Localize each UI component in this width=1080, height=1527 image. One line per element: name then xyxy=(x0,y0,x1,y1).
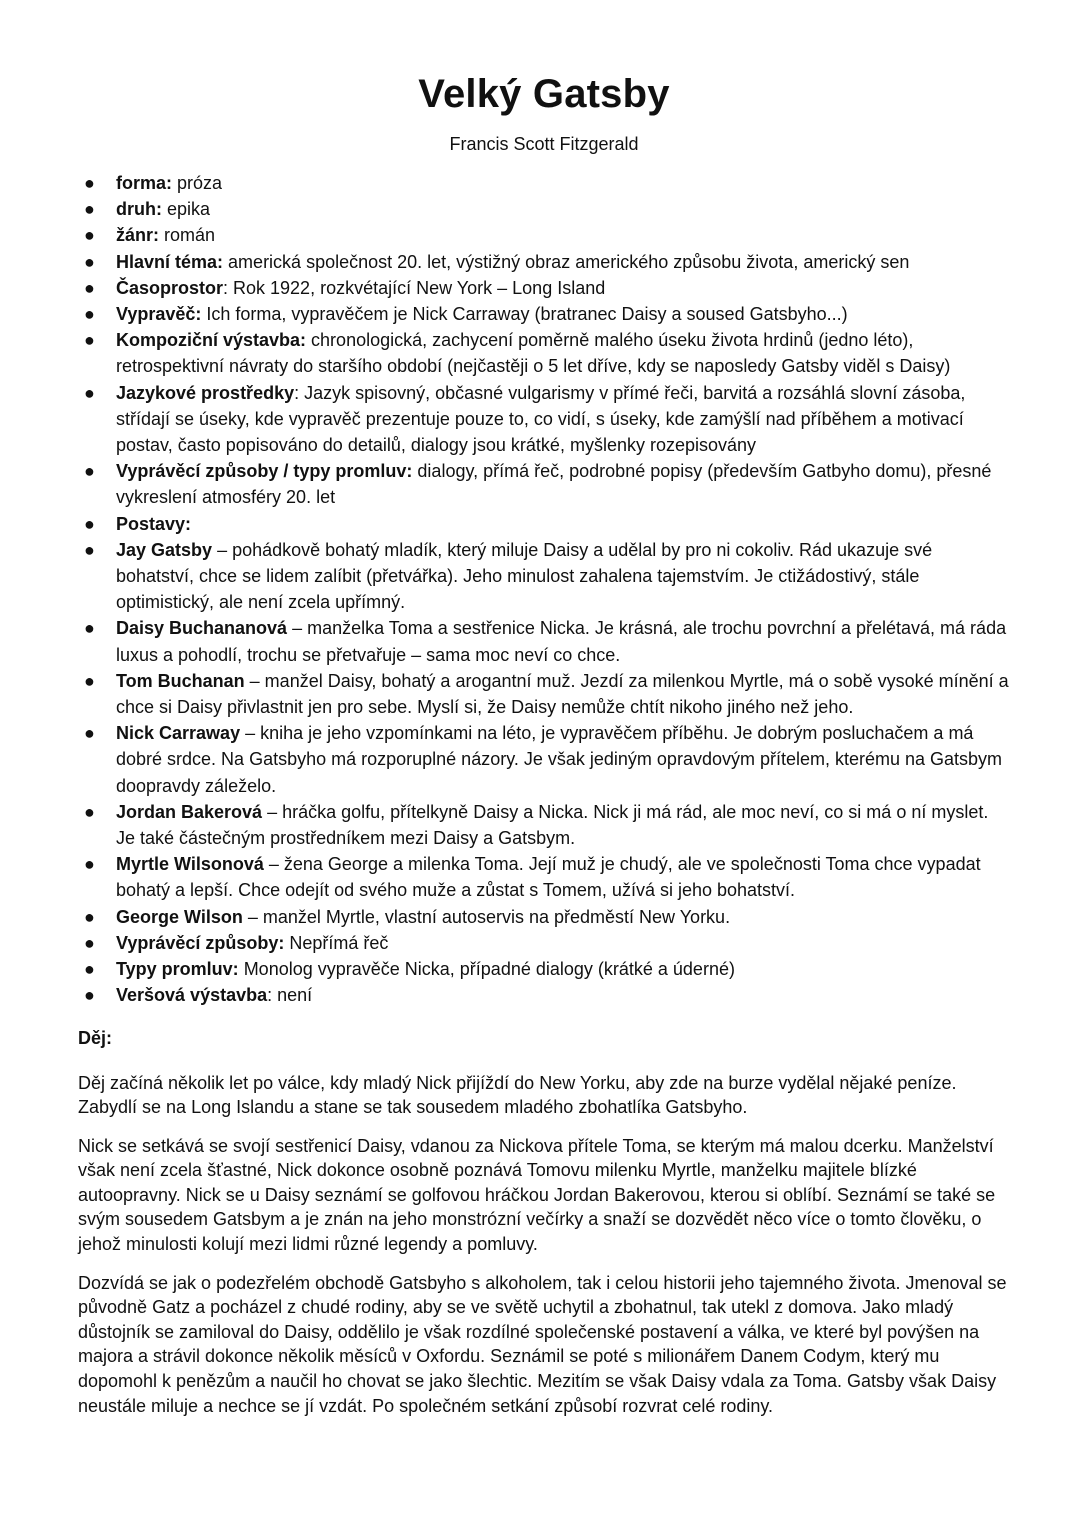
list-item xyxy=(78,275,1010,301)
item-label: forma: xyxy=(116,173,173,193)
item-text: – pohádkově bohatý mladík, který miluje Daisy a udělal by pro ni cokoliv. Rád ukazuje své bohatství, chce se lidem zalíbit (přetvářka). Jeho minulost zahalena tajemstvím. Je ctižádostivý, stále optimistický, ale není zcela upřímný. xyxy=(116,539,933,613)
page-title: Velký Gatsby xyxy=(418,72,670,116)
list-item xyxy=(78,249,1010,275)
item-label: Jazykové prostředky xyxy=(116,382,295,403)
list-item xyxy=(78,956,1010,982)
item-text: : není xyxy=(267,985,313,1006)
bullet-icon: ● xyxy=(84,906,95,927)
item-label: Tom Buchanan xyxy=(116,670,245,691)
list-item xyxy=(78,668,1010,720)
plot-paragraph: Dozvídá se jak o podezřelém obchodě Gatsbyho s alkoholem, tak i celou historii jeho tajemného života. Jmenoval se původně Gatz a pocházel z chudé rodiny, aby se ve světě uchytil a zbohatnul, tak utekl z domova. Jako mladý důstojník se zamiloval do Daisy, oddělilo je však rozdílné společenské postavení a válka, ve které byl povýšen na majora a strávil dokonce několik měsíců v Oxfordu. Seznámil se poté s milionářem Danem Codym, který mu dopomohl k penězům a naučil ho chovat se jako šlechtic. Mezitím se však Daisy vdala za Toma. Gatsby však Daisy neustále miluje a nechce se jí vzdát. Po společném setkání způsobí rozvrat celé rodiny. xyxy=(78,1272,1007,1416)
item-text: – manželka Toma a sestřenice Nicka. Je krásná, ale trochu povrchní a přelétavá, má ráda luxus a pohodlí, trochu se přetvařuje – sama moc neví co chce. xyxy=(116,618,1007,665)
item-label: Vyprávěcí způsoby: xyxy=(116,932,285,953)
bullet-icon: ● xyxy=(84,173,95,193)
list-item xyxy=(78,930,1010,956)
bullet-icon: ● xyxy=(84,461,95,482)
list-item xyxy=(78,615,1010,667)
item-label: Jordan Bakerová xyxy=(116,801,263,822)
plot-paragraph: Nick se setkává se svojí sestřenicí Daisy, vdanou za Nickova přítele Toma, se kterým má malou dcerku. Manželství však není zcela šťastné, Nick dokonce osobně poznává Tomovu milenku Myrtle, manželku majitele blízké autoopravny. Nick se u Daisy seznámí se golfovou hráčkou Jordan Bakerovou, kterou si oblíbí. Seznámí se také se svým sousedem Gatsbym a je znán na jeho monstrózní večírky a snaží se dozvědět něco více o tomto člověku, o jehož minulosti kolují mezi lidmi různé legendy a pomluvy. xyxy=(78,1135,996,1255)
bullet-icon: ● xyxy=(84,513,95,534)
list-item xyxy=(78,170,1010,196)
item-text: Ich forma, vypravěčem je Nick Carraway (bratranec Daisy a soused Gatsbyho...) xyxy=(201,304,848,325)
item-text: – žena George a milenka Toma. Její muž je chudý, ale ve společnosti Toma chce vypadat bohatý a lepší. Chce odejít od svého muže a zůstat s Tomem, užívá si jeho bohatství. xyxy=(116,854,981,901)
item-text: dialogy, přímá řeč, podrobné popisy (především Gatbyho domu), přesné vykreslení atmosféry 20. let xyxy=(116,461,992,508)
item-label: George Wilson xyxy=(116,906,243,927)
item-label: Hlavní téma: xyxy=(116,251,224,272)
author-name: Francis Scott Fitzgerald xyxy=(449,134,639,154)
bullet-icon: ● xyxy=(84,539,95,560)
item-text: Monolog vypravěče Nicka, případné dialogy (krátké a úderné) xyxy=(238,959,735,980)
list-item xyxy=(78,222,1010,248)
bullet-icon: ● xyxy=(84,251,95,272)
item-label: Veršová výstavba xyxy=(116,985,268,1006)
item-label: Vypravěč: xyxy=(116,304,202,325)
item-text: – hráčka golfu, přítelkyně Daisy a Nicka. Nick ji má rád, ale moc neví, co si má o ní myslet. Je také částečným prostředníkem mezi Daisy a Gatsbym. xyxy=(116,801,989,849)
item-label: Postavy: xyxy=(116,513,192,534)
item-label: Jay Gatsby xyxy=(116,539,213,560)
bullet-icon: ● xyxy=(84,985,95,1006)
bullet-icon: ● xyxy=(84,382,95,403)
item-text: Nepřímá řeč xyxy=(284,932,389,953)
bullet-icon: ● xyxy=(84,670,95,691)
item-label: Myrtle Wilsonová xyxy=(116,854,264,875)
item-label: žánr: xyxy=(116,225,160,246)
bullet-icon: ● xyxy=(84,199,95,220)
item-text: chronologická, zachycení poměrně malého úseku života hrdinů (jedno léto), retrospektivní návraty do staršího období (nejčastěji o 5 let dříve, kdy se naposledy Gatsby viděl s Daisy) xyxy=(116,330,951,377)
item-text: – kniha je jeho vzpomínkami na léto, je vypravěčem příběhu. Je dobrým posluchačem a má dobré srdce. Na Gatsbyho má rozporuplné názory. Je však jediným opravdovým přítelem, kterému na Gatsbym doopravdy záleželo. xyxy=(116,723,1003,796)
item-label: Nick Carraway xyxy=(116,723,241,744)
item-label: Typy promluv: xyxy=(116,959,239,980)
item-text: román xyxy=(159,225,216,246)
bullet-icon: ● xyxy=(84,618,95,639)
list-item xyxy=(78,904,1010,930)
bullet-icon: ● xyxy=(84,330,95,351)
bullet-icon: ● xyxy=(84,304,95,325)
item-text: : Jazyk spisovný, občasné vulgarismy v přímé řeči, barvitá a rozsáhlá slovní zásoba, střídají se úseky, kde vypravěč prezentuje pouze to, co vidí, s úseky, kde zamýšlí nad příběhem a motivací postav, často popisováno do detailů, dialogy jsou krátké, myšlenky rozepisovány xyxy=(116,382,966,456)
item-text: : Rok 1922, rozkvétající New York – Long Island xyxy=(223,277,606,298)
item-text: próza xyxy=(172,173,223,193)
item-label: Vyprávěcí způsoby / typy promluv: xyxy=(116,461,413,482)
list-item xyxy=(78,720,1010,799)
item-label: Daisy Buchananová xyxy=(116,618,288,639)
list-item xyxy=(78,851,1010,903)
item-text: – manžel Myrtle, vlastní autoservis na předměstí New Yorku. xyxy=(242,906,731,927)
bullet-icon: ● xyxy=(84,225,95,246)
bullet-icon: ● xyxy=(84,959,95,980)
item-text: americká společnost 20. let, výstižný obraz amerického způsobu života, americký sen xyxy=(223,251,910,272)
list-item xyxy=(78,196,1010,222)
item-label: druh: xyxy=(116,199,162,220)
bullet-icon: ● xyxy=(84,723,95,744)
list-item xyxy=(78,301,1010,327)
info-list xyxy=(78,170,1010,1009)
item-text: epika xyxy=(161,199,211,220)
list-item xyxy=(78,982,1010,1008)
bullet-icon: ● xyxy=(84,932,95,953)
plot-heading: Děj: xyxy=(78,1027,113,1048)
bullet-icon: ● xyxy=(84,277,95,298)
list-item xyxy=(78,799,1010,851)
item-label: Kompoziční výstavba: xyxy=(116,330,307,351)
list-item xyxy=(78,327,1010,379)
item-text: – manžel Daisy, bohatý a arogantní muž. Jezdí za milenkou Myrtle, má o sobě vysoké mínění a chce si Daisy přivlastnit jen pro sebe. Myslí si, že Daisy nemůže chtít nikoho jiného než jeho. xyxy=(116,670,1009,718)
item-label: Časoprostor xyxy=(116,277,224,298)
list-item xyxy=(78,458,1010,510)
plot-paragraph: Děj začíná několik let po válce, kdy mladý Nick přijíždí do New Yorku, aby zde na burze vydělal nějaké peníze. Zabydlí se na Long Islandu a stane se tak sousedem mladého zbohatlíka Gatsbyho. xyxy=(78,1072,957,1118)
list-item xyxy=(78,511,1010,537)
list-item xyxy=(78,380,1010,459)
bullet-icon: ● xyxy=(84,801,95,822)
bullet-icon: ● xyxy=(84,854,95,875)
list-item xyxy=(78,537,1010,616)
